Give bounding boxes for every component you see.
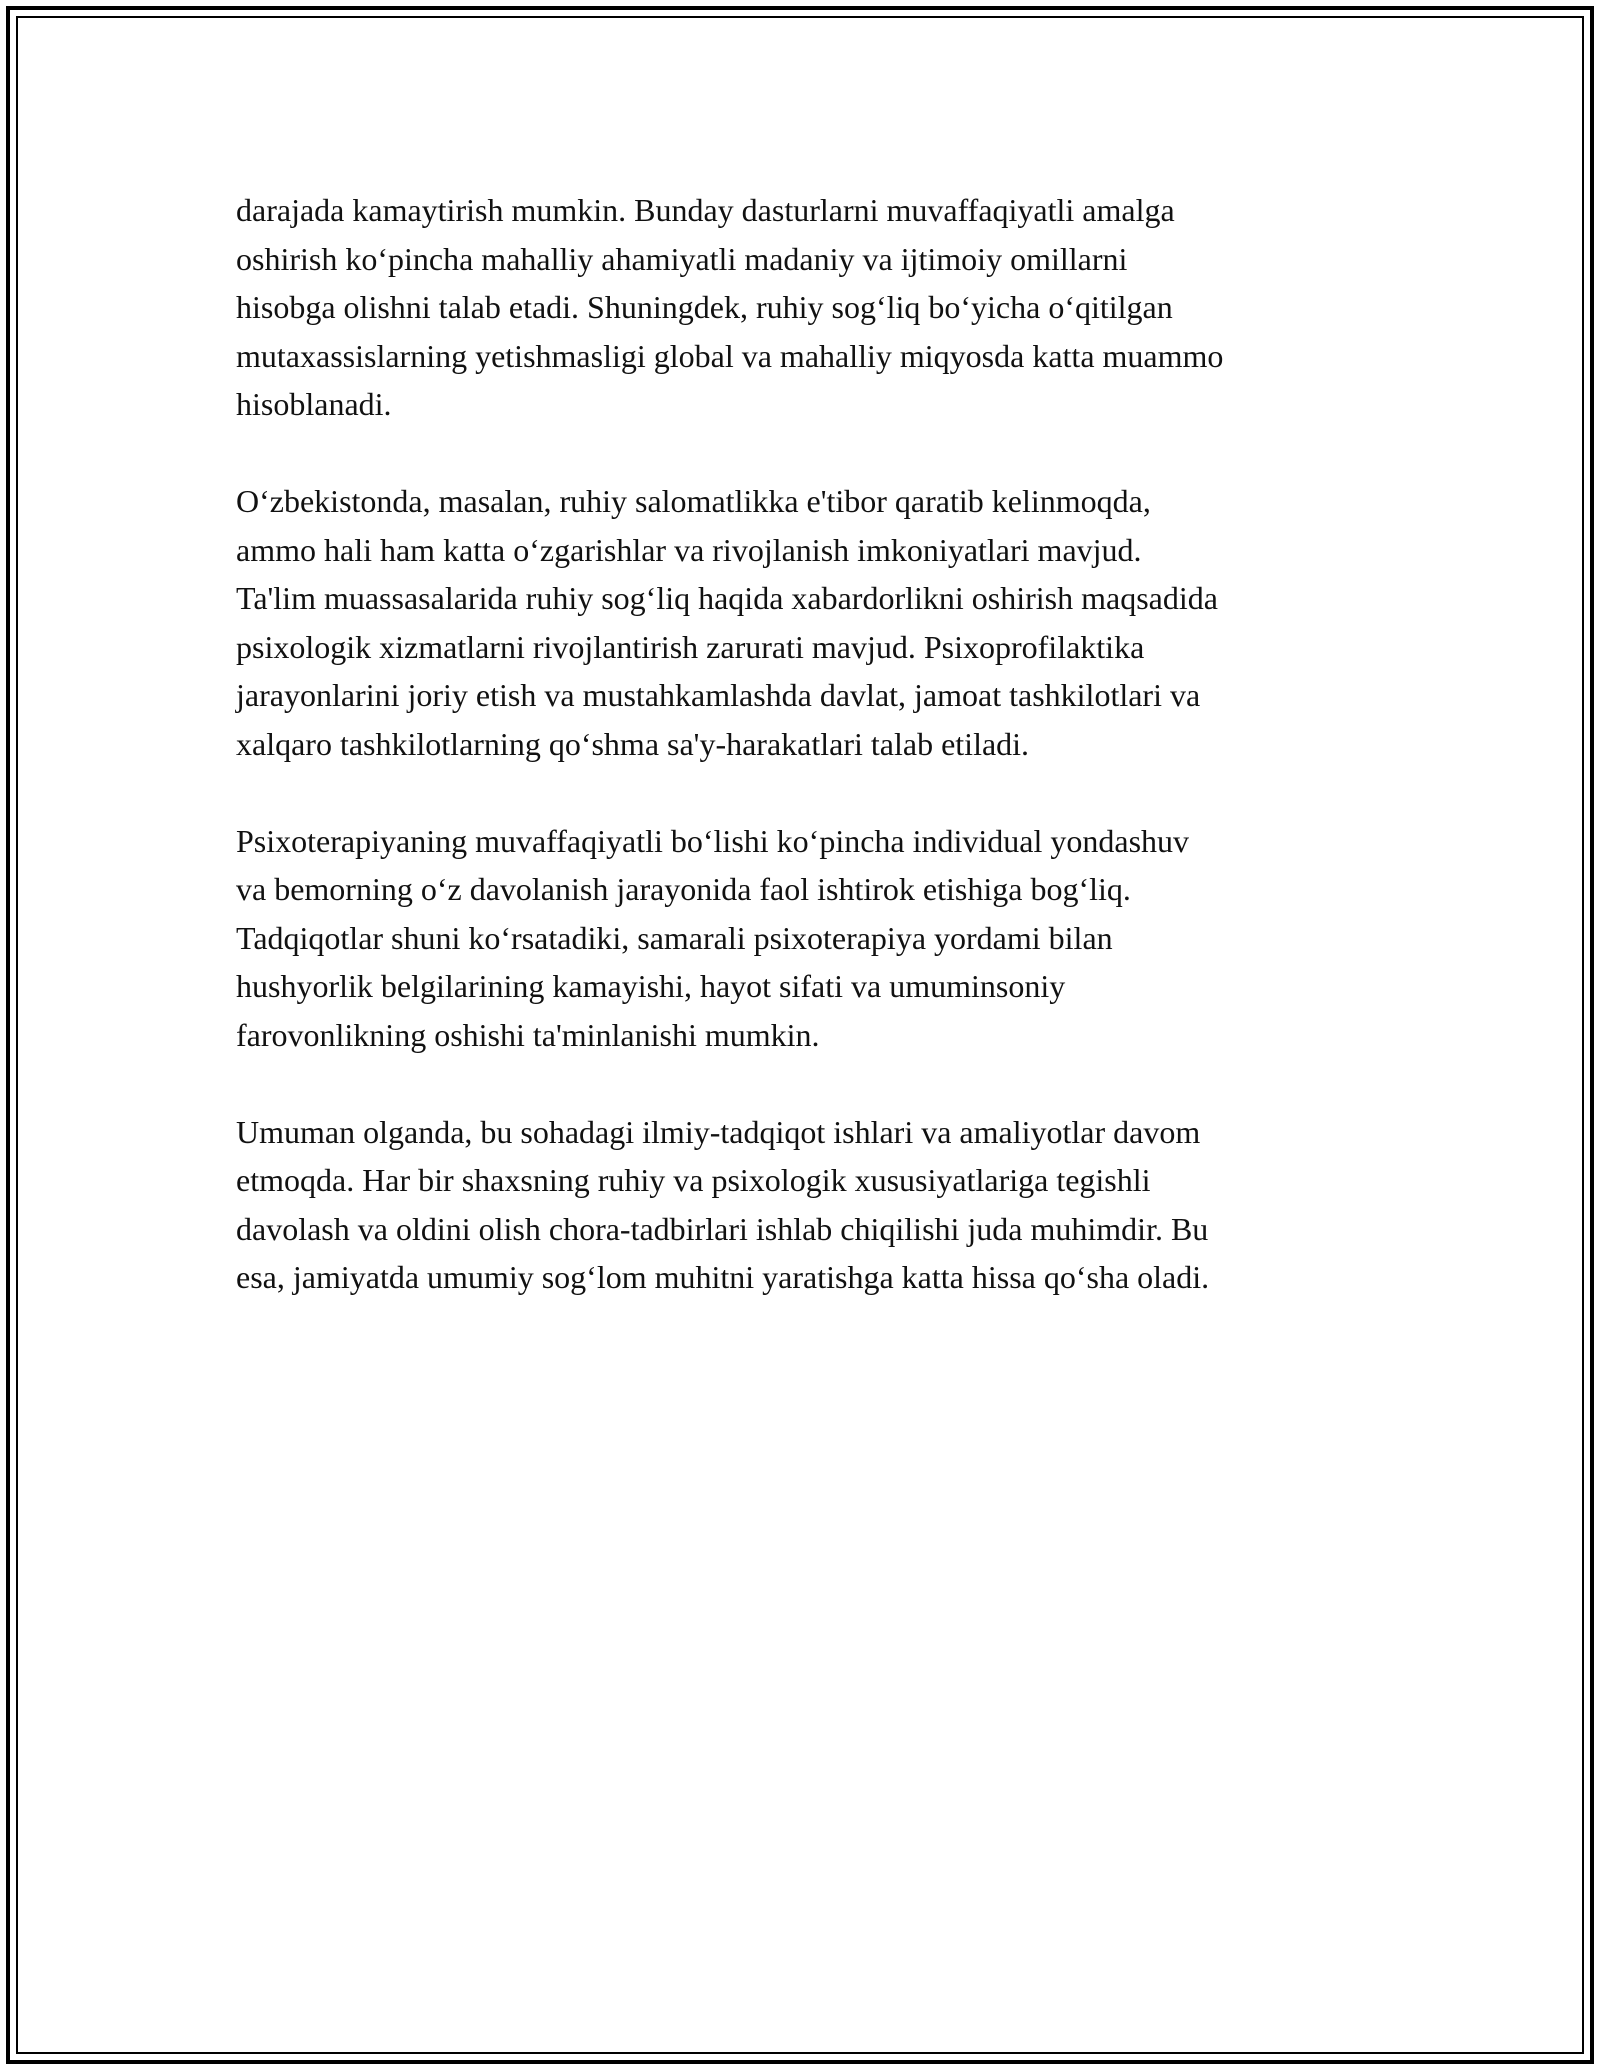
paragraph-3	[236, 817, 1386, 1060]
text-line: Tadqiqotlar shuni ko‘rsatadiki, samarali psixoterapiya yordami bilan	[236, 919, 1113, 956]
text-line: hushyorlik belgilarining kamayishi, hayot sifati va umuminsoniy	[236, 968, 1066, 1004]
text-line: Umuman olganda, bu sohadagi ilmiy-tadqiqot ishlari va amaliyotlar davom	[236, 1113, 1201, 1150]
text-line: hisoblanadi.	[236, 386, 392, 422]
text-line: etmoqda. Har bir shaxsning ruhiy va psixologik xususiyatlariga tegishli	[236, 1162, 1151, 1198]
text-line: farovonlikning oshishi ta'minlanishi mumkin.	[236, 1016, 820, 1053]
text-line: mutaxassislarning yetishmasligi global va mahalliy miqyosda katta muammo	[236, 337, 1224, 374]
document-body	[236, 186, 1386, 1350]
text-line: oshirish ko‘pincha mahalliy ahamiyatli madaniy va ijtimoiy omillarni	[236, 240, 1128, 277]
text-line: Psixoterapiyaning muvaffaqiyatli bo‘lishi ko‘pincha individual yondashuv	[236, 822, 1190, 859]
text-line: O‘zbekistonda, masalan, ruhiy salomatlikka e'tibor qaratib kelinmoqda,	[236, 483, 1151, 519]
text-line: esa, jamiyatda umumiy sog‘lom muhitni yaratishga katta hissa qo‘sha oladi.	[236, 1259, 1210, 1295]
text-line: Ta'lim muassasalarida ruhiy sog‘liq haqida xabardorlikni oshirish maqsadida	[236, 580, 1218, 616]
text-line: hisobga olishni talab etadi. Shuningdek, ruhiy sog‘liq bo‘yicha o‘qitilgan	[236, 289, 1173, 325]
text-line: davolash va oldini olish chora-tadbirlari ishlab chiqilishi juda muhimdir. Bu	[236, 1210, 1209, 1247]
text-line: va bemorning o‘z davolanish jarayonida faol ishtirok etishiga bog‘liq.	[236, 871, 1131, 907]
text-line: xalqaro tashkilotlarning qo‘shma sa'y-harakatlari talab etiladi.	[236, 725, 1030, 762]
paragraph-2	[236, 477, 1386, 768]
paragraph-1	[236, 186, 1386, 429]
text-line: psixologik xizmatlarni rivojlantirish zarurati mavjud. Psixoprofilaktika	[236, 628, 1145, 665]
text-line: jarayonlarini joriy etish va mustahkamlashda davlat, jamoat tashkilotlari va	[236, 677, 1201, 713]
paragraph-4	[236, 1108, 1386, 1302]
text-line: darajada kamaytirish mumkin. Bunday dasturlarni muvaffaqiyatli amalga	[236, 192, 1175, 228]
text-line: ammo hali ham katta o‘zgarishlar va rivojlanish imkoniyatlari mavjud.	[236, 531, 1142, 568]
